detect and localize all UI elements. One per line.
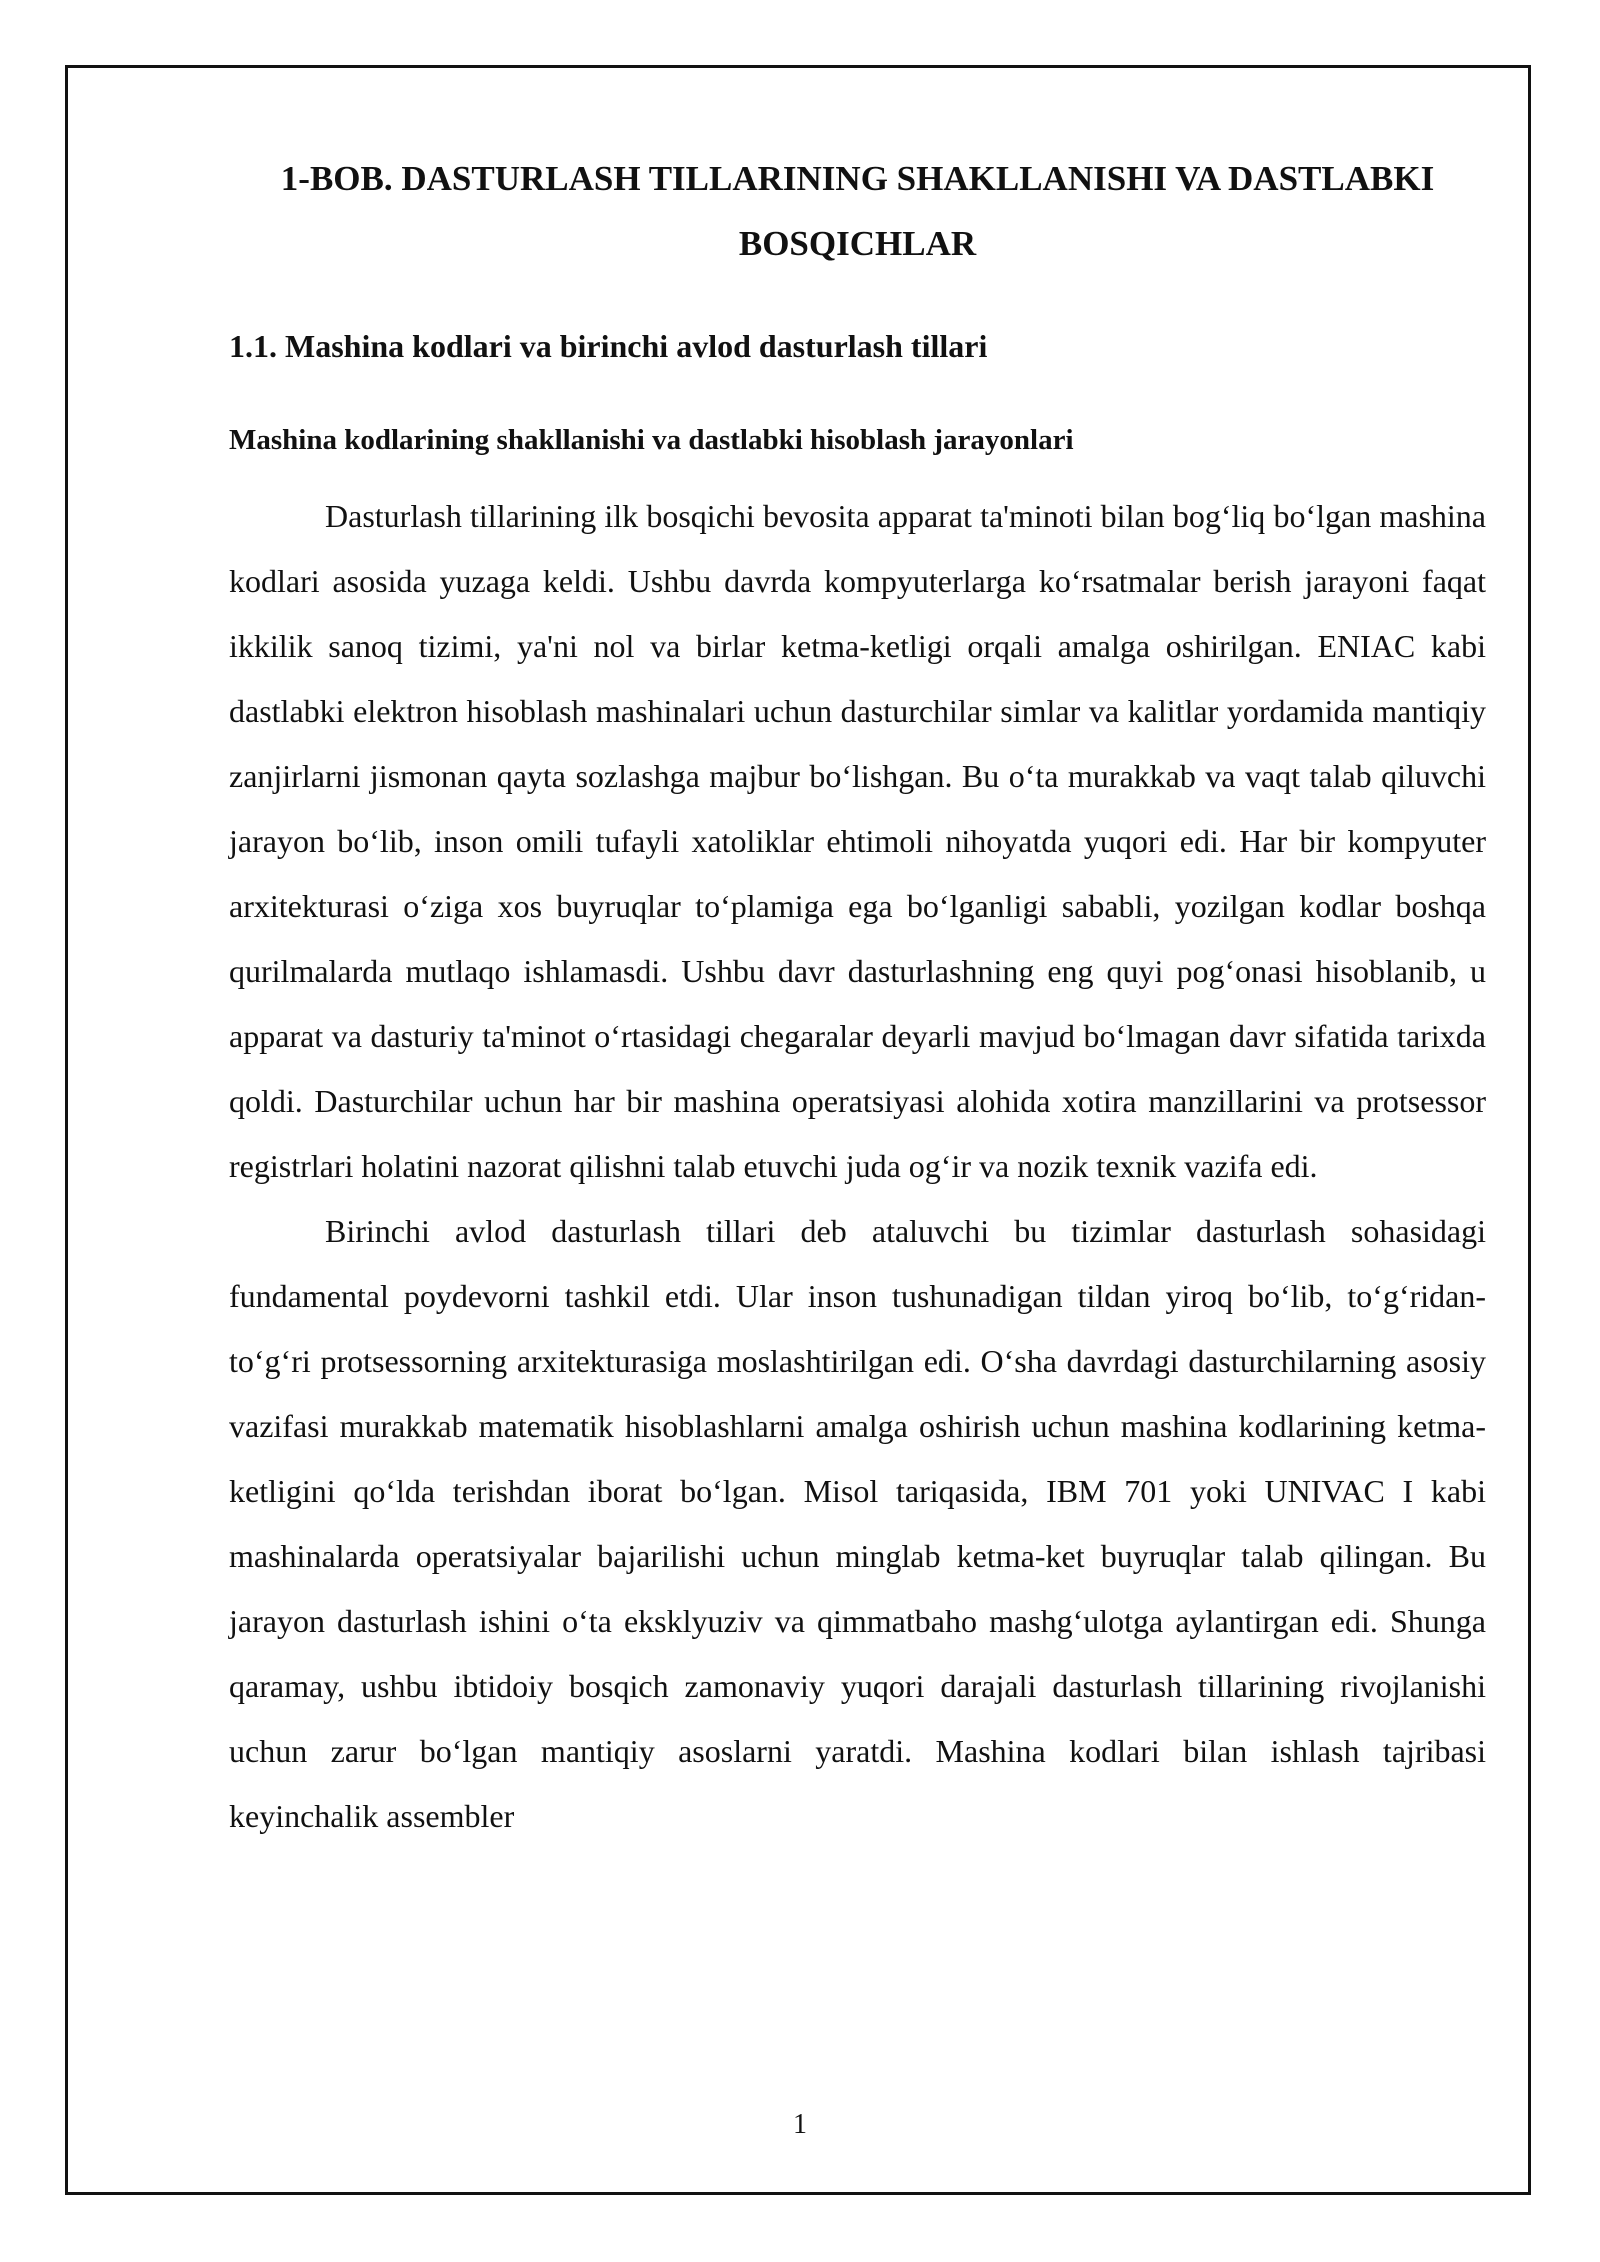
page-number: 1: [793, 2109, 807, 2140]
body-text: [229, 484, 1486, 1849]
subsection-title: Mashina kodlarining shakllanishi va dastlabki hisoblash jarayonlari: [229, 424, 1074, 456]
section-title: 1.1. Mashina kodlari va birinchi avlod dasturlash tillari: [229, 328, 988, 364]
paragraph: Birinchi avlod dasturlash tillari deb ataluvchi bu tizimlar dasturlash sohasidagi fundamental poydevorni tashkil etdi. Ular inson tushunadigan tildan yiroq bo‘lib, to‘g‘ridan-to‘g‘ri protsessorning arxitekturasiga moslashtirilgan edi. O‘sha davrdagi dasturchilarning asosiy vazifasi murakkab matematik hisoblashlarni amalga oshirish uchun mashina kodlarining ketma-ketligini qo‘lda terishdan iborat bo‘lgan. Misol tariqasida, IBM 701 yoki UNIVAC I kabi mashinalarda operatsiyalar bajarilishi uchun minglab ketma-ket buyruqlar talab qilingan. Bu jarayon dasturlash ishini o‘ta eksklyuziv va qimmatbaho mashg‘ulotga aylantirgan edi. Shunga qaramay, ushbu ibtidoiy bosqich zamonaviy yuqori darajali dasturlash tillarining rivojlanishi uchun zarur bo‘lgan mantiqiy asoslarni yaratdi. Mashina kodlari bilan ishlash tajribasi keyinchalik assembler: [229, 1213, 1486, 1834]
chapter-title: 1-BOB. DASTURLASH TILLARINING SHAKLLANISHI VA DASTLABKI BOSQICHLAR: [280, 159, 1435, 263]
paragraph: Dasturlash tillarining ilk bosqichi bevosita apparat ta'minoti bilan bog‘liq bo‘lgan mashina kodlari asosida yuzaga keldi. Ushbu davrda kompyuterlarga ko‘rsatmalar berish jarayoni faqat ikkilik sanoq tizimi, ya'ni nol va birlar ketma-ketligi orqali amalga oshirilgan. ENIAC kabi dastlabki elektron hisoblash mashinalari uchun dasturchilar simlar va kalitlar yordamida mantiqiy zanjirlarni jismonan qayta sozlashga majbur bo‘lishgan. Bu o‘ta murakkab va vaqt talab qiluvchi jarayon bo‘lib, inson omili tufayli xatoliklar ehtimoli nihoyatda yuqori edi. Har bir kompyuter arxitekturasi o‘ziga xos buyruqlar to‘plamiga ega bo‘lganligi sababli, yozilgan kodlar boshqa qurilmalarda mutlaqo ishlamasdi. Ushbu davr dasturlashning eng quyi pog‘onasi hisoblanib, u apparat va dasturiy ta'minot o‘rtasidagi chegaralar deyarli mavjud bo‘lmagan davr sifatida tarixda qoldi. Dasturchilar uchun har bir mashina operatsiyasi alohida xotira manzillarini va protsessor registrlari holatini nazorat qilishni talab etuvchi juda og‘ir va nozik texnik vazifa edi.: [229, 498, 1486, 1184]
document-content: [229, 146, 1486, 1834]
